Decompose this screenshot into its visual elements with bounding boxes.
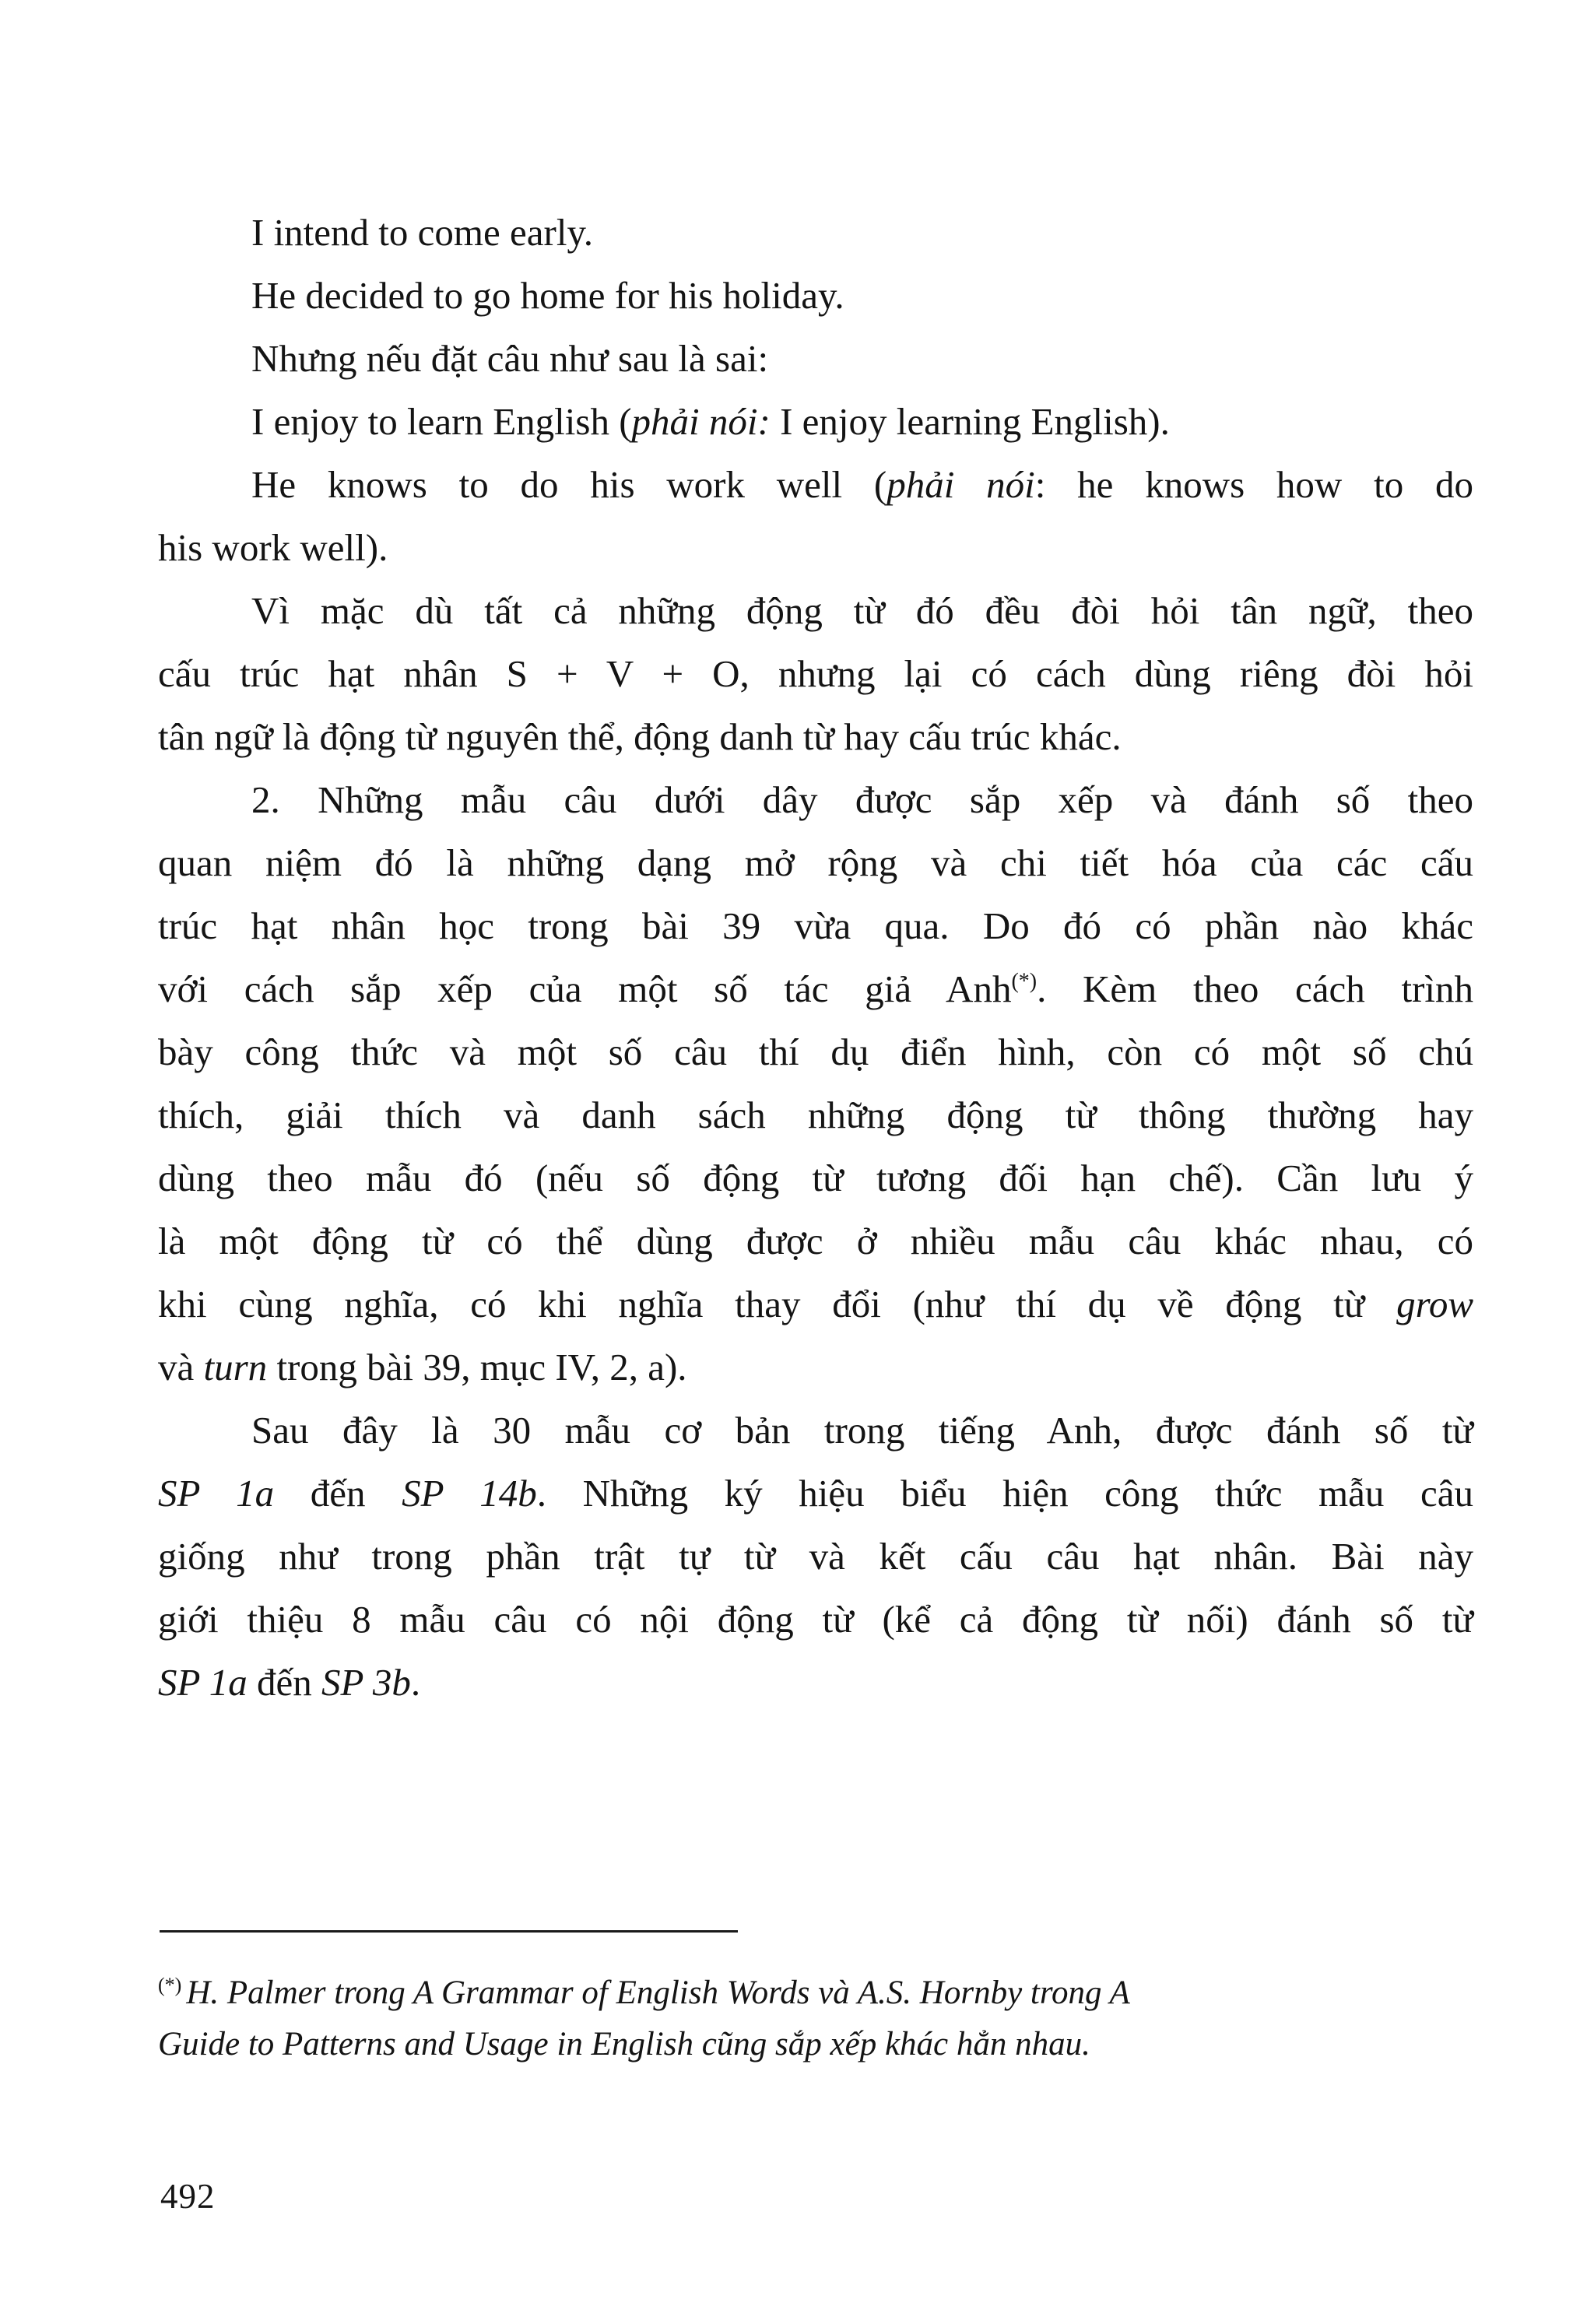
footnote-line: (*) H. Palmer trong A Grammar of English Words và A.S. Hornby trong A	[158, 1973, 1130, 2011]
text-line: 2. Những mẫu câu dưới dây được sắp xếp và đánh số theo	[251, 778, 1473, 821]
text-line: dùng theo mẫu đó (nếu số động từ tương đối hạn chế). Cần lưu ý	[158, 1157, 1473, 1199]
text-line: quan niệm đó là những dạng mở rộng và chi tiết hóa của các cấu	[158, 841, 1473, 884]
footnote-marker: (*)	[158, 1973, 182, 1996]
text-line: bày công thức và một số câu thí dụ điển hình, còn có một số chú	[158, 1030, 1473, 1073]
text-line: thích, giải thích và danh sách những động từ thông thường hay	[158, 1094, 1473, 1136]
footnote-divider	[160, 1930, 738, 1933]
text-line: I intend to come early.	[251, 211, 594, 254]
text-line: giới thiệu 8 mẫu câu có nội động từ (kể cả động từ nối) đánh số từ	[158, 1598, 1473, 1641]
page-number: 492	[160, 2177, 216, 2216]
text-line: his work well).	[158, 526, 388, 569]
text-line: I enjoy to learn English (phải nói: I enjoy learning English).	[251, 400, 1170, 443]
text-line: trúc hạt nhân học trong bài 39 vừa qua. Do đó có phần nào khác	[158, 904, 1473, 947]
text-line: với cách sắp xếp của một số tác giả Anh(*). Kèm theo cách trình	[158, 967, 1473, 1010]
text-line: tân ngữ là động từ nguyên thể, động danh từ hay cấu trúc khác.	[158, 715, 1122, 758]
text-line: Nhưng nếu đặt câu như sau là sai:	[251, 337, 769, 380]
text-line: giống như trong phần trật tự từ và kết cấu câu hạt nhân. Bài này	[158, 1535, 1473, 1578]
text-line: là một động từ có thể dùng được ở nhiều mẫu câu khác nhau, có	[158, 1220, 1473, 1262]
text-line: cấu trúc hạt nhân S + V + O, nhưng lại có cách dùng riêng đòi hỏi	[158, 652, 1473, 695]
text-line: SP 1a đến SP 14b. Những ký hiệu biểu hiện công thức mẫu câu	[158, 1472, 1474, 1515]
text-line: He decided to go home for his holiday.	[251, 274, 844, 317]
footnote-reference: (*)	[1011, 969, 1038, 994]
text-line: khi cùng nghĩa, có khi nghĩa thay đổi (như thí dụ về động từ grow	[158, 1283, 1473, 1325]
footnote-line: Guide to Patterns and Usage in English cũng sắp xếp khác hẳn nhau.	[158, 2026, 1090, 2062]
footnote	[158, 1968, 1473, 2070]
text-line: He knows to do his work well (phải nói: he knows how to do	[251, 463, 1473, 506]
text-line: Sau đây là 30 mẫu cơ bản trong tiếng Anh, được đánh số từ	[251, 1409, 1473, 1452]
text-line: Vì mặc dù tất cả những động từ đó đều đòi hỏi tân ngữ, theo	[251, 589, 1473, 632]
main-text	[158, 201, 1473, 1714]
text-line: SP 1a đến SP 3b.	[158, 1661, 421, 1704]
text-line: và turn trong bài 39, mục IV, 2, a).	[158, 1346, 687, 1388]
